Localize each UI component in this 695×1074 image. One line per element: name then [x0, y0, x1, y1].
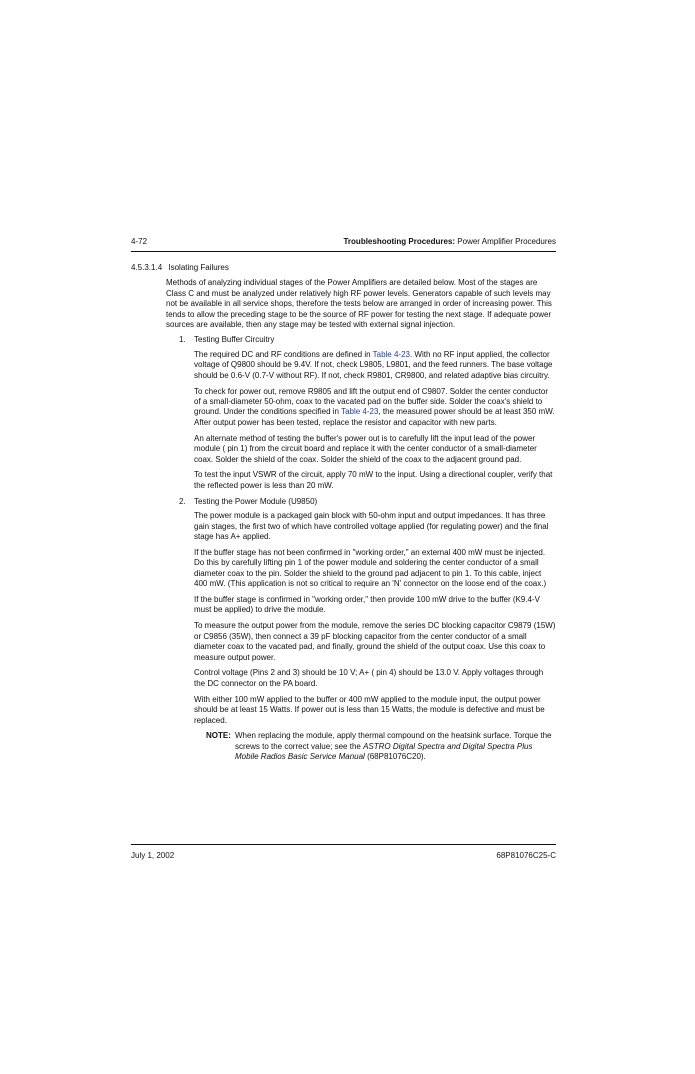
text-run: The required DC and RF conditions are defined in [194, 349, 373, 359]
section-number: 4.5.3.1.4 [131, 263, 163, 272]
text-run: (68P81076C20). [364, 752, 426, 762]
page-footer [131, 851, 556, 860]
note-label: NOTE: [206, 731, 231, 741]
page-content [131, 263, 556, 763]
paragraph: To test the input VSWR of the circuit, apply 70 mW to the input. Using a directional coupler, verify that the reflected power is less than 20 mW. [194, 470, 553, 490]
footer-date: July 1, 2002 [131, 851, 175, 860]
list-item-number: 2. [179, 496, 186, 506]
paragraph [194, 350, 556, 381]
table-link[interactable]: Table 4-23 [341, 407, 379, 417]
paragraph [194, 387, 556, 429]
paragraph: To measure the output power from the module, remove the series DC blocking capacitor C9879 (15W) or C9856 (35W), then connect a 39 pF blocking capacitor from the center conductor of a small diameter coax to the vacated pad, and finally, ground the shield of the output coax. Use this coax to measure output power. [194, 621, 556, 662]
table-link[interactable]: Table 4-23 [372, 349, 410, 359]
section-intro: Methods of analyzing individual stages of the Power Amplifiers are detailed below. Most of the stages are Class C and must be analyzed under relatively high RF power levels. Generators capable of such levels may not be available in all service shops, therefore the tests below are arranged in order of increasing power. This tends to allow the preceding stage to be the source of RF power for testing the next stage. If adequate power sources are available, then any stage may be tested with external signal injection. [166, 278, 552, 330]
paragraph: With either 100 mW applied to the buffer or 400 mW applied to the module input, the output power should be at least 15 Watts. If power out is less than 15 Watts, the module is defective and must be replaced. [194, 694, 545, 725]
page-header [131, 237, 556, 246]
header-title-bold: Troubleshooting Procedures: [343, 237, 456, 246]
header-rule [131, 251, 556, 252]
paragraph: If the buffer stage has not been confirmed in "working order," an external 400 mW must be injected. Do this by carefully lifting pin 1 of the power module and soldering the center conductor of a small diameter coax to the pin. Solder the shield to the ground pad adjacent to pin 1. To this cable, inject 400 mW. (This application is not so critical to require an 'N' connector on the loose end of the coax.) [194, 547, 547, 589]
manual-title: ASTRO Digital Spectra and Digital Spectra Plus Mobile Radios Basic Service Manual [235, 741, 533, 762]
paragraph: An alternate method of testing the buffer's power out is to carefully lift the input lead of the power module ( pin 1) from the circuit board and replace it with the center conductor of a small-diameter coax. Solder the shield of the coax. Solder the shield of the coax to the adjacent ground pad. [194, 433, 537, 464]
footer-rule [131, 844, 556, 845]
text-run: To check for power out, remove R9805 and lift the output end of C9807. Solder the center conductor of a small-diameter 50-ohm, coax to the vacated pad on the buffer side. Solder the coax's shield to ground. Under the conditions specified in [194, 386, 548, 417]
list-item-title: Testing Buffer Circuitry [194, 335, 275, 345]
section-heading [131, 263, 556, 273]
list-item-title: Testing the Power Module (U9850) [194, 496, 318, 506]
header-title-rest: Power Amplifier Procedures [455, 237, 556, 246]
list-item-heading [179, 335, 556, 345]
paragraph: Control voltage (Pins 2 and 3) should be 10 V; A+ ( pin 4) should be 13.0 V. Apply voltages through the DC connector on the PA board. [194, 668, 544, 688]
note-block [206, 731, 556, 762]
list-item-heading [179, 497, 556, 507]
page-number: 4-72 [131, 237, 148, 246]
footer-doc-number: 68P81076C25-C [496, 851, 556, 860]
list-item-number: 1. [179, 335, 186, 345]
paragraph: The power module is a packaged gain block with 50-ohm input and output impedances. It has three gain stages, the first two of which have controlled voltage applied (for regulating power) and the final stage has A+ applied. [194, 511, 549, 541]
section-title: Isolating Failures [168, 263, 229, 272]
text-run: . With no RF input applied, the collector voltage of Q9800 should be 9.4V. If not, check L9805, L9801, and the feed runners. The base voltage should be 0.6-V (0.7-V without RF). If not, check R9801, CR9800, and related adaptive bias circuitry. [194, 349, 553, 380]
header-title [343, 237, 556, 246]
note-text [235, 731, 556, 762]
paragraph: If the buffer stage is confirmed in "working order," then provide 100 mW drive to the buffer (K9.4-V must be applied) to drive the module. [194, 594, 541, 615]
text-run: When replacing the module, apply thermal compound on the heatsink surface. Torque the screws to the correct value; see the [235, 731, 552, 751]
text-run: , the measured power should be at least 350 mW. After output power has been tested, replace the resistor and capacitor with new parts. [194, 407, 555, 427]
